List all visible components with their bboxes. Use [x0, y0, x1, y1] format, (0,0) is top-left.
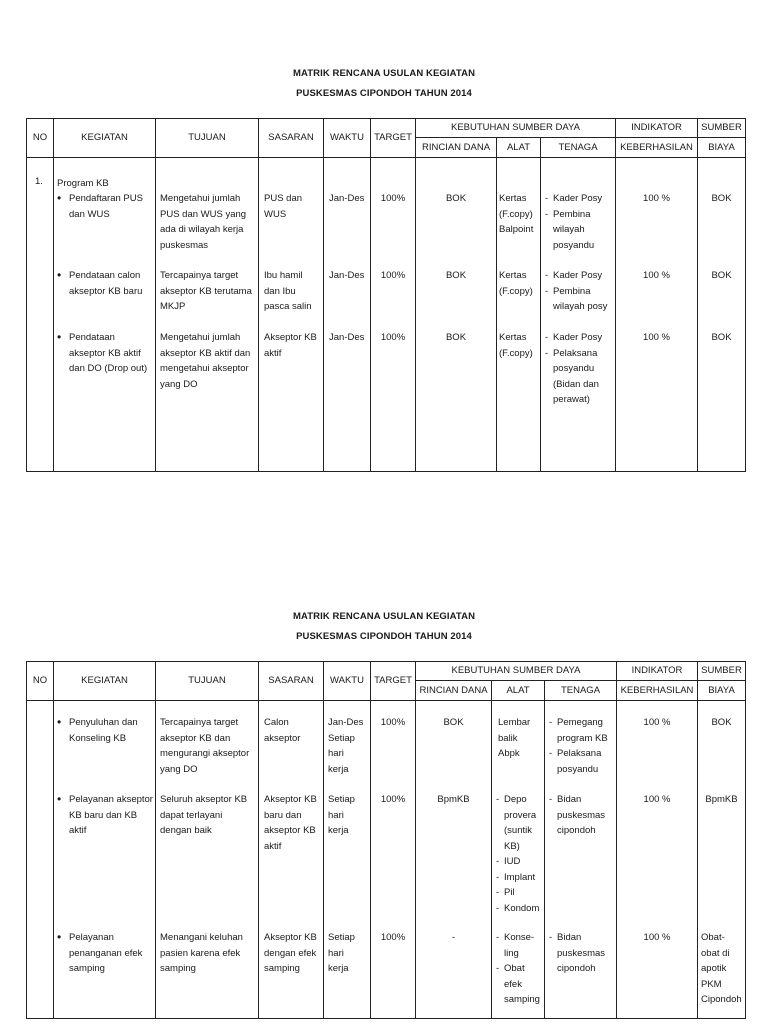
header-sumber: SUMBER [698, 662, 746, 681]
tenaga-item: - Kader Posy [544, 268, 613, 284]
header-kegiatan: KEGIATAN [54, 662, 156, 701]
tujuan-text: Mengetahui jumlah PUS dan WUS yang ada di wilayah kerja puskesmas [160, 193, 247, 251]
cell-tujuan [156, 158, 259, 472]
header-rincian-dana: RINCIAN DANA [416, 681, 492, 701]
sumber-text: BOK [711, 332, 732, 343]
page2-title-line-2: PUSKESMAS CIPONDOH TAHUN 2014 [296, 631, 472, 642]
kegiatan-item: • Pendataan akseptor KB aktif dan DO (Drop out) [55, 330, 153, 377]
tenaga-item: - Pemegang program KB [548, 715, 614, 746]
tenaga-item: - Bidan puskesmas cipondoh [548, 930, 614, 977]
alat-item: - Obat efek samping [495, 961, 540, 1008]
kegiatan-item: • Pelayanan penanganan efek samping [55, 930, 153, 977]
sumber-text: BOK [711, 717, 732, 728]
cell-indikator [616, 158, 698, 472]
waktu-text: Jan-Des [329, 270, 365, 281]
header-waktu: WAKTU [324, 119, 371, 158]
sasaran-text: Akseptor KB dengan efek samping [264, 932, 317, 974]
page1-matrix-table [26, 118, 746, 472]
sasaran-text: Calon akseptor [264, 717, 301, 744]
program-label: Program KB [57, 178, 109, 189]
alat-item: - Pil [495, 885, 540, 901]
cell-target [371, 701, 416, 1019]
target-text: 100% [380, 332, 406, 343]
header-target: TARGET [371, 119, 416, 158]
header-kegiatan: KEGIATAN [54, 119, 156, 158]
target-text: 100% [380, 794, 406, 805]
target-text: 100% [380, 717, 406, 728]
rincian-text: BOK [445, 193, 467, 204]
header-kebutuhan-sumber-daya: KEBUTUHAN SUMBER DAYA [416, 662, 617, 681]
kegiatan-item: • Pelayanan akseptor KB baru dan KB aktif [55, 792, 153, 839]
header-no: NO [27, 119, 54, 158]
cell-target [371, 158, 416, 472]
alat-text: Kertas (F.copy) Balpoint [499, 193, 534, 235]
tenaga-item: - Pelaksana posyandu (Bidan dan perawat) [544, 346, 613, 408]
indikator-text: 100 % [643, 270, 670, 281]
header-tenaga: TENAGA [541, 138, 616, 158]
waktu-text: Setiap hari kerja [328, 932, 355, 974]
sasaran-text: PUS dan WUS [264, 193, 303, 220]
row-number: 1. [35, 176, 43, 187]
alat-item: - Konse-ling [495, 930, 540, 961]
header-kebutuhan-sumber-daya: KEBUTUHAN SUMBER DAYA [416, 119, 616, 138]
page1-title-line-2: PUSKESMAS CIPONDOH TAHUN 2014 [296, 88, 472, 99]
rincian-text: BOK [443, 717, 464, 728]
cell-tenaga [545, 701, 617, 1019]
header-target: TARGET [371, 662, 416, 701]
header-tujuan: TUJUAN [156, 662, 259, 701]
sumber-text: BpmKB [705, 794, 738, 805]
cell-rincian-dana [416, 701, 492, 1019]
tenaga-item: - Kader Posy [544, 191, 613, 207]
sasaran-text: Akseptor KB aktif [264, 332, 317, 359]
tenaga-item: - Pelaksana posyandu [548, 746, 614, 777]
sasaran-text: Akseptor KB baru dan akseptor KB aktif [264, 794, 317, 852]
header-tujuan: TUJUAN [156, 119, 259, 158]
page1-title-line-1: MATRIK RENCANA USULAN KEGIATAN [292, 68, 476, 79]
target-text: 100% [380, 932, 406, 943]
cell-kegiatan [54, 158, 156, 472]
indikator-text: 100 % [643, 717, 671, 728]
tenaga-item: - Bidan puskesmas cipondoh [548, 792, 614, 839]
target-text: 100% [380, 270, 406, 281]
header-waktu: WAKTU [324, 662, 371, 701]
page2-matrix-table [26, 661, 746, 1019]
tujuan-text: Seluruh akseptor KB dapat terlayani dengan baik [160, 794, 248, 836]
kegiatan-item: • Penyuluhan dan Konseling KB [55, 715, 153, 746]
cell-waktu [324, 701, 371, 1019]
tenaga-item: - Pembina wilayah posyandu [544, 207, 613, 254]
cell-sasaran [259, 158, 324, 472]
cell-sumber-biaya [698, 158, 746, 472]
cell-alat [497, 158, 541, 472]
waktu-text: Jan-Des Setiap hari kerja [328, 717, 364, 775]
header-tenaga: TENAGA [545, 681, 617, 701]
rincian-text: BOK [445, 270, 467, 281]
header-alat: ALAT [497, 138, 541, 158]
header-biaya: BIAYA [698, 138, 746, 158]
cell-tenaga [541, 158, 616, 472]
indikator-text: 100 % [643, 193, 670, 204]
header-alat: ALAT [492, 681, 545, 701]
alat-text: Kertas (F.copy) [499, 332, 533, 359]
indikator-text: 100 % [643, 794, 671, 805]
tujuan-text: Menangani keluhan pasien karena efek samping [160, 932, 243, 974]
tenaga-item: - Pembina wilayah posy [544, 284, 613, 315]
waktu-text: Jan-Des [329, 332, 365, 343]
sasaran-text: Ibu hamil dan Ibu pasca salin [264, 270, 312, 312]
cell-rincian-dana [416, 158, 497, 472]
header-sumber: SUMBER [698, 119, 746, 138]
indikator-text: 100 % [643, 932, 671, 943]
header-no: NO [27, 662, 54, 701]
cell-sumber-biaya [698, 701, 746, 1019]
alat-text: Kertas (F.copy) [499, 270, 533, 297]
cell-no [27, 701, 54, 1019]
rincian-text: - [451, 932, 456, 943]
cell-kegiatan [54, 701, 156, 1019]
header-keberhasilan: KEBERHASILAN [616, 138, 698, 158]
kegiatan-item: • Pendataan calon akseptor KB baru [55, 268, 153, 299]
rincian-text: BpmKB [437, 794, 470, 805]
alat-item: - Kondom [495, 901, 540, 917]
target-text: 100% [380, 193, 406, 204]
sumber-text: Obat-obat di apotik PKM Cipondoh [701, 932, 742, 1005]
cell-no [27, 158, 54, 472]
tujuan-text: Mengetahui jumlah akseptor KB aktif dan mengetahui akseptor yang DO [160, 332, 251, 390]
cell-indikator [617, 701, 698, 1019]
header-sasaran: SASARAN [259, 662, 324, 701]
alat-item: - Implant [495, 870, 540, 886]
header-keberhasilan: KEBERHASILAN [617, 681, 698, 701]
indikator-text: 100 % [643, 332, 670, 343]
rincian-text: BOK [445, 332, 467, 343]
cell-alat [492, 701, 545, 1019]
page2-title-line-1: MATRIK RENCANA USULAN KEGIATAN [292, 611, 476, 622]
sumber-text: BOK [711, 270, 732, 281]
cell-tujuan [156, 701, 259, 1019]
tujuan-text: Tercapainya target akseptor KB dan mengurangi akseptor yang DO [160, 717, 250, 775]
header-sasaran: SASARAN [259, 119, 324, 158]
waktu-text: Jan-Des [329, 193, 365, 204]
alat-item: - IUD [495, 854, 540, 870]
header-indikator: INDIKATOR [616, 119, 698, 138]
kegiatan-item: • Pendaftaran PUS dan WUS [55, 191, 153, 222]
sumber-text: BOK [711, 193, 732, 204]
waktu-text: Setiap hari kerja [328, 794, 355, 836]
tujuan-text: Tercapainya target akseptor KB terutama MKJP [160, 270, 252, 312]
alat-item: - Depo provera (suntik KB) [495, 792, 540, 854]
tenaga-item: - Kader Posy [544, 330, 613, 346]
cell-sasaran [259, 701, 324, 1019]
header-indikator: INDIKATOR [617, 662, 698, 681]
alat-text: Lembar balik Abpk [498, 717, 531, 759]
header-rincian-dana: RINCIAN DANA [416, 138, 497, 158]
header-biaya: BIAYA [698, 681, 746, 701]
cell-waktu [324, 158, 371, 472]
